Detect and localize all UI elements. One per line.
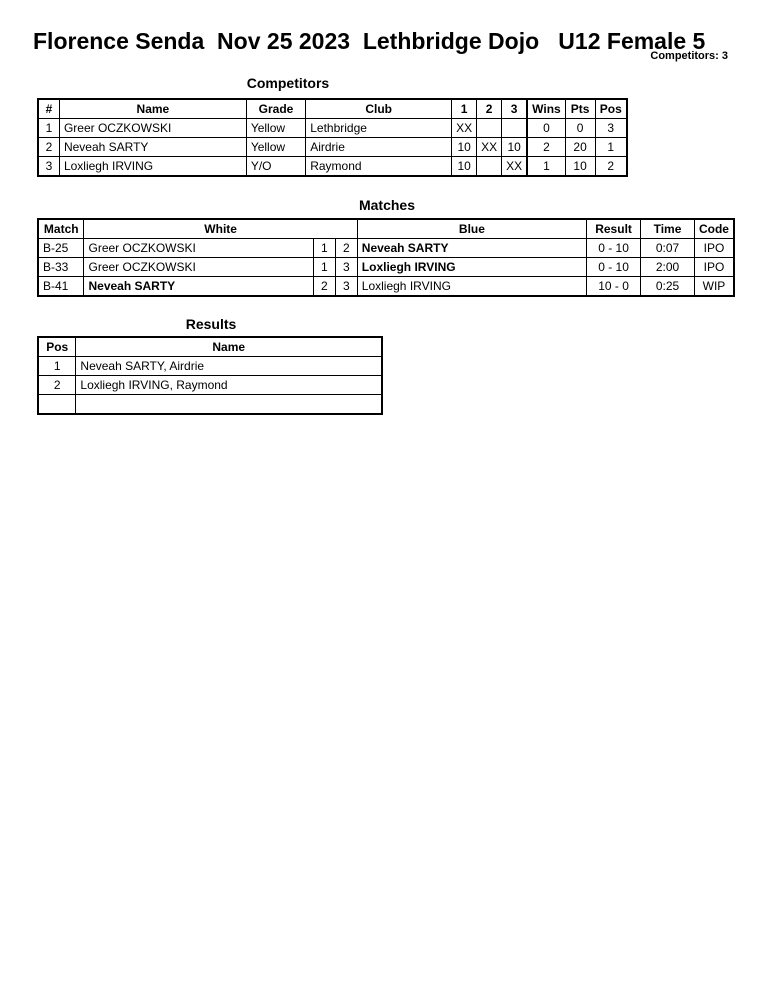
score-cell: 10 — [452, 138, 477, 157]
col-header: Name — [76, 337, 382, 357]
score-cell: XX — [477, 138, 502, 157]
match-result: 10 - 0 — [587, 277, 641, 297]
match-code: IPO — [694, 258, 734, 277]
col-header: 1 — [452, 99, 477, 119]
match-id: B-41 — [38, 277, 84, 297]
score-cell — [477, 157, 502, 177]
col-header: Wins — [527, 99, 565, 119]
competitor-name: Loxliegh IRVING — [59, 157, 246, 177]
col-header: Pos — [595, 99, 627, 119]
col-header: Time — [641, 219, 695, 239]
competitors-header-row — [38, 99, 627, 119]
table-row — [38, 239, 734, 258]
col-header: Pts — [565, 99, 595, 119]
match-id: B-33 — [38, 258, 84, 277]
col-header: Name — [59, 99, 246, 119]
page-title: Florence Senda Nov 25 2023 Lethbridge Dojo U12 Female 5 — [33, 28, 706, 54]
competitor-number: 2 — [38, 138, 59, 157]
wins-cell: 0 — [527, 119, 565, 138]
table-row — [38, 357, 382, 376]
col-header: # — [38, 99, 59, 119]
competitor-number: 3 — [38, 157, 59, 177]
score-cell: XX — [502, 157, 528, 177]
matches-table — [37, 218, 735, 297]
match-time: 2:00 — [641, 258, 695, 277]
points-cell: 10 — [565, 157, 595, 177]
points-cell: 0 — [565, 119, 595, 138]
table-row — [38, 258, 734, 277]
wins-cell: 1 — [527, 157, 565, 177]
table-row — [38, 395, 382, 415]
score-cell: XX — [452, 119, 477, 138]
competitors-heading: Competitors — [246, 75, 330, 91]
score-cell: 10 — [452, 157, 477, 177]
competitor-club: Airdrie — [306, 138, 452, 157]
competitor-grade: Yellow — [246, 119, 305, 138]
score-cell — [502, 119, 528, 138]
match-id: B-25 — [38, 239, 84, 258]
match-code: WIP — [694, 277, 734, 297]
result-position: 2 — [38, 376, 76, 395]
wins-cell: 2 — [527, 138, 565, 157]
col-header: Match — [38, 219, 84, 239]
competitor-grade: Y/O — [246, 157, 305, 177]
result-position: 1 — [38, 357, 76, 376]
blue-number: 2 — [335, 239, 357, 258]
match-code: IPO — [694, 239, 734, 258]
blue-name: Neveah SARTY — [357, 239, 586, 258]
matches-heading: Matches — [358, 197, 416, 213]
blue-name: Loxliegh IRVING — [357, 258, 586, 277]
result-name — [76, 395, 382, 415]
results-header-row — [38, 337, 382, 357]
table-row — [38, 157, 627, 177]
match-result: 0 - 10 — [587, 239, 641, 258]
score-cell: 10 — [502, 138, 528, 157]
blue-name: Loxliegh IRVING — [357, 277, 586, 297]
col-header: Code — [694, 219, 734, 239]
match-time: 0:25 — [641, 277, 695, 297]
white-name: Greer OCZKOWSKI — [84, 258, 313, 277]
table-row — [38, 138, 627, 157]
col-header: Grade — [246, 99, 305, 119]
col-header: Pos — [38, 337, 76, 357]
competitor-name: Neveah SARTY — [59, 138, 246, 157]
score-cell — [477, 119, 502, 138]
competitor-count: Competitors: 3 — [650, 50, 728, 62]
blue-number: 3 — [335, 258, 357, 277]
table-row — [38, 277, 734, 297]
col-header: 2 — [477, 99, 502, 119]
results-table — [37, 336, 383, 415]
results-heading: Results — [185, 316, 237, 332]
col-header: Result — [587, 219, 641, 239]
match-result: 0 - 10 — [587, 258, 641, 277]
blue-number: 3 — [335, 277, 357, 297]
result-name: Loxliegh IRVING, Raymond — [76, 376, 382, 395]
result-position — [38, 395, 76, 415]
match-time: 0:07 — [641, 239, 695, 258]
competitor-name: Greer OCZKOWSKI — [59, 119, 246, 138]
col-header: Blue — [357, 219, 586, 239]
competitors-table — [37, 98, 628, 177]
table-row — [38, 376, 382, 395]
result-name: Neveah SARTY, Airdrie — [76, 357, 382, 376]
competitor-grade: Yellow — [246, 138, 305, 157]
col-header: 3 — [502, 99, 528, 119]
white-number: 2 — [313, 277, 335, 297]
points-cell: 20 — [565, 138, 595, 157]
competitor-club: Raymond — [306, 157, 452, 177]
matches-header-row — [38, 219, 734, 239]
position-cell: 1 — [595, 138, 627, 157]
table-row — [38, 119, 627, 138]
position-cell: 3 — [595, 119, 627, 138]
competitor-number: 1 — [38, 119, 59, 138]
position-cell: 2 — [595, 157, 627, 177]
col-header: White — [84, 219, 357, 239]
white-number: 1 — [313, 258, 335, 277]
col-header: Club — [306, 99, 452, 119]
competitor-club: Lethbridge — [306, 119, 452, 138]
white-name: Neveah SARTY — [84, 277, 313, 297]
white-name: Greer OCZKOWSKI — [84, 239, 313, 258]
white-number: 1 — [313, 239, 335, 258]
